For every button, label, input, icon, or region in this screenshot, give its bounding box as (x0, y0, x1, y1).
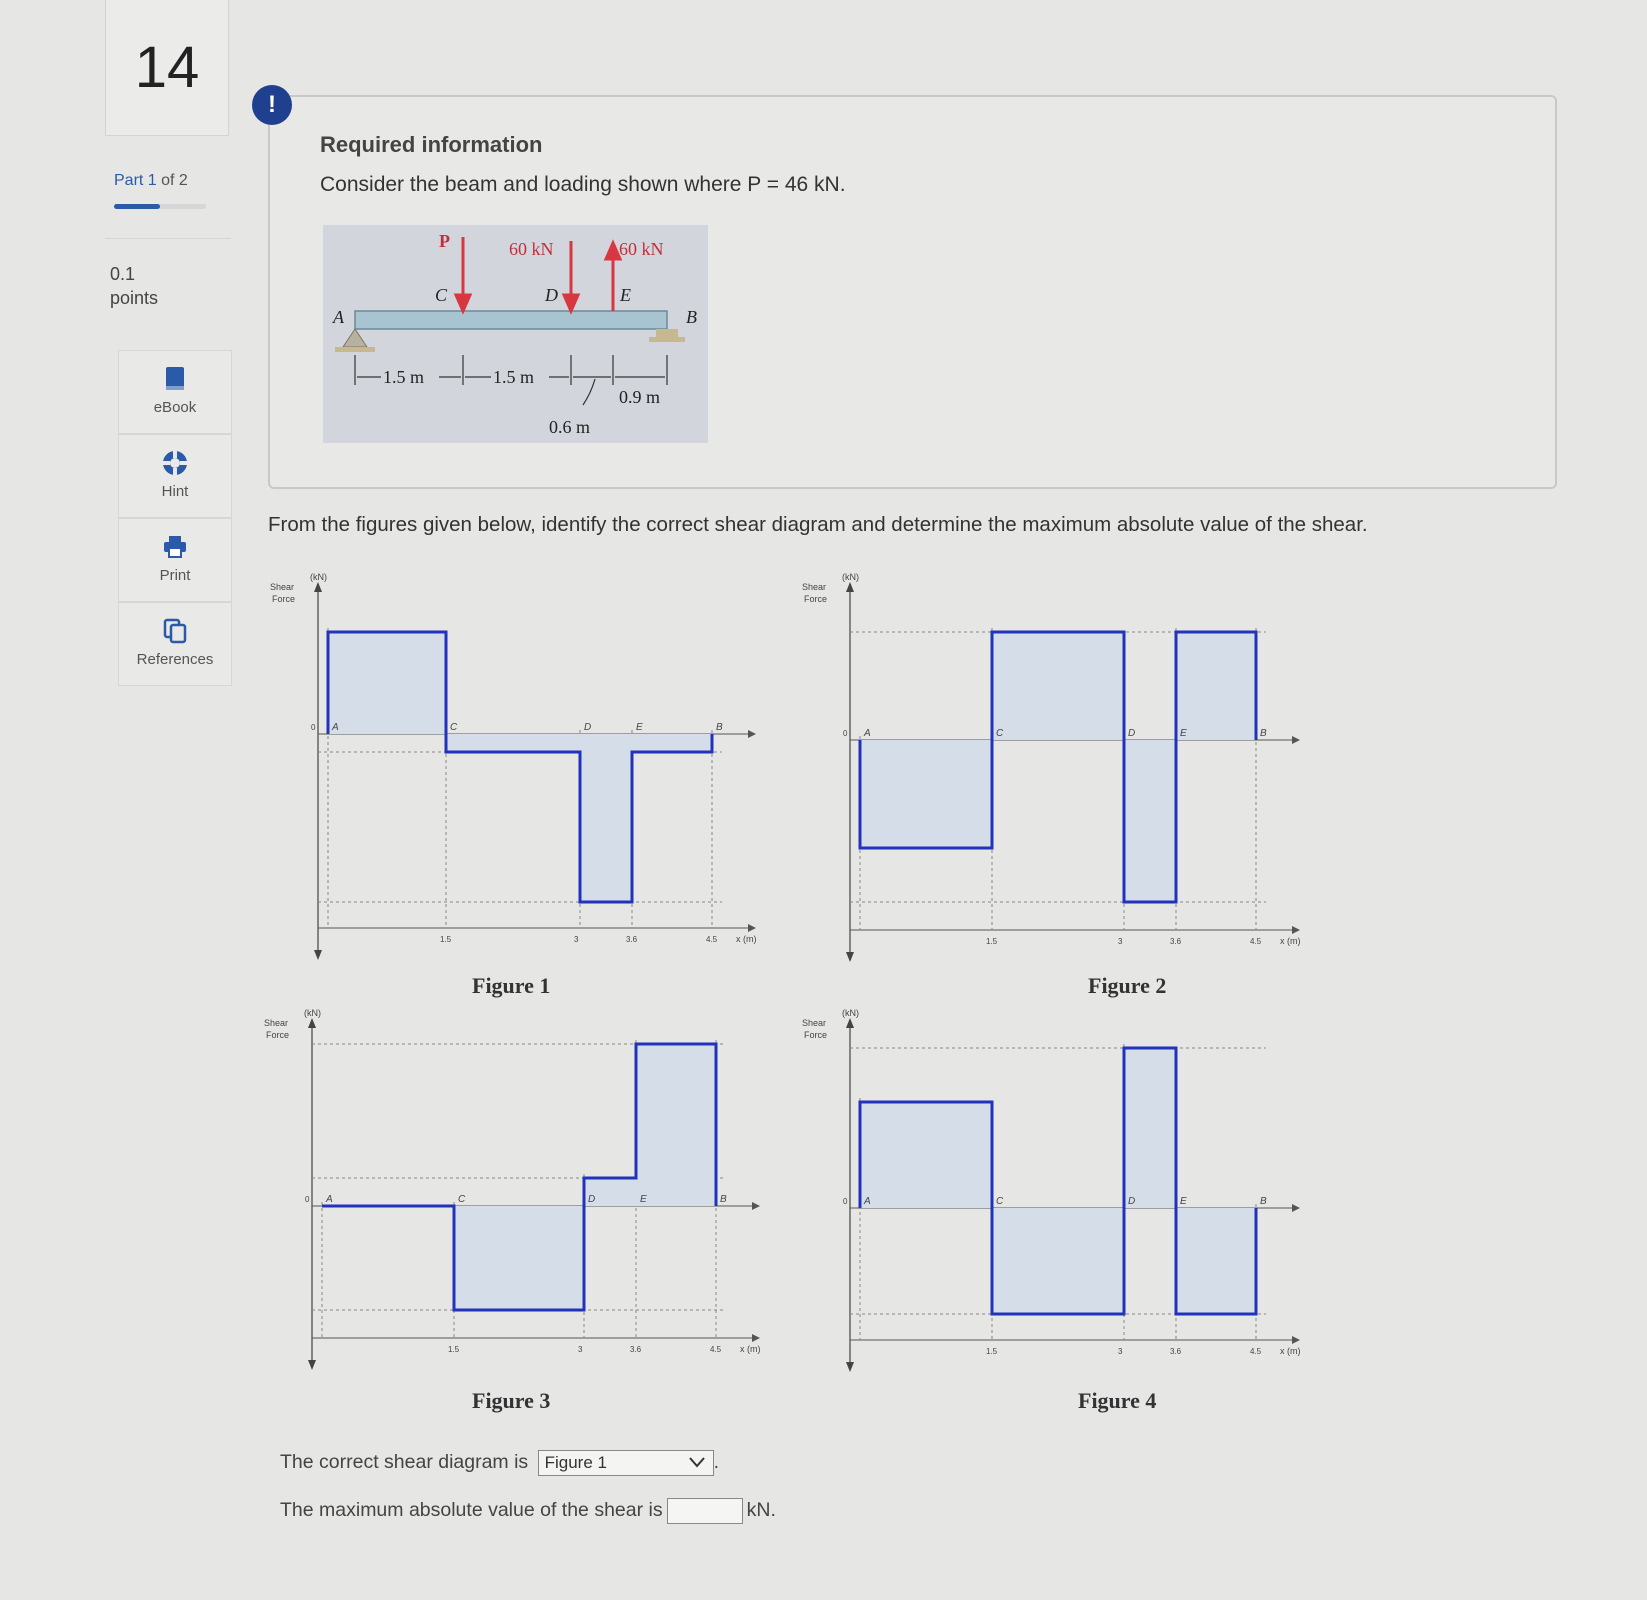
point-label: E (1180, 728, 1187, 739)
question-number: 14 (105, 0, 229, 136)
y-axis-arrowhead-bottom (314, 950, 322, 960)
label-dim-1: 1.5 m (383, 367, 425, 387)
ebook-button[interactable] (118, 350, 232, 434)
x-axis-label: x (m) (1280, 936, 1301, 946)
y-axis-unit: (kN) (842, 1008, 859, 1018)
y-axis-arrowhead-bottom (846, 952, 854, 962)
references-button[interactable] (118, 602, 232, 686)
label-point-e: E (620, 285, 631, 305)
x-axis-label: x (m) (736, 934, 757, 944)
label-dim-3: 0.6 m (549, 417, 591, 437)
roller-support-b (656, 329, 678, 337)
y-axis-unit: (kN) (842, 572, 859, 582)
print-label: Print (159, 567, 191, 584)
point-label: B (1260, 1196, 1267, 1207)
tick-label: 4.5 (706, 935, 718, 944)
origin-label: 0 (843, 729, 848, 738)
y-axis-arrowhead-bottom (846, 1362, 854, 1372)
shear-diagram-figure-1[interactable] (268, 572, 808, 972)
tick-label: 3.6 (1170, 1347, 1182, 1356)
ground-a (335, 347, 375, 352)
figure-1-caption: Figure 1 (472, 973, 551, 998)
shear-region (860, 740, 992, 848)
x-axis-arrowhead (1292, 1336, 1300, 1344)
part-total: of 2 (156, 172, 188, 189)
point-label: A (326, 1194, 333, 1205)
book-icon (161, 365, 189, 393)
required-info-text: Consider the beam and loading shown where P = 46 kN. (320, 173, 846, 196)
ground-b (649, 337, 685, 342)
origin-label: 0 (311, 723, 316, 732)
points-label: points (110, 288, 159, 308)
hint-label: Hint (161, 483, 189, 500)
zero-line-arrowhead (1292, 1204, 1300, 1212)
label-point-d: D (545, 285, 558, 305)
shear-answer-prefix: The maximum absolute value of the shear is (280, 1499, 663, 1522)
tick-label: 4.5 (1250, 1347, 1262, 1356)
beam-loading-figure (323, 225, 708, 443)
point-label: B (720, 1194, 727, 1205)
y-axis-label: Force (266, 1030, 290, 1040)
y-axis-arrowhead (846, 582, 854, 592)
shear-region (636, 1044, 716, 1206)
printer-icon (161, 533, 189, 561)
y-axis-label: Shear (264, 1018, 289, 1028)
point-label: B (716, 722, 723, 733)
point-label: C (450, 722, 458, 733)
point-label: D (1128, 728, 1136, 739)
beam (355, 311, 667, 329)
tick-label: 4.5 (1250, 937, 1262, 946)
shear-diagram-figure-2[interactable] (802, 572, 1386, 972)
shear-unit: kN. (746, 1499, 776, 1522)
point-label: D (584, 722, 592, 733)
y-axis-label: Force (272, 594, 296, 604)
shear-region (328, 632, 446, 734)
diagram-answer-suffix: . (713, 1451, 720, 1474)
shear-region (860, 1102, 992, 1208)
label-dim-4: 0.9 m (619, 387, 661, 407)
ebook-label: eBook (153, 399, 197, 416)
origin-label: 0 (305, 1195, 310, 1204)
y-axis-label: Shear (802, 1018, 827, 1028)
part-progress-fill (114, 204, 160, 209)
required-info-title: Required information (320, 132, 543, 157)
y-axis-label: Force (804, 1030, 828, 1040)
diagram-select-value: Figure 1 (544, 1453, 607, 1472)
shear-region (632, 734, 712, 752)
origin-label: 0 (843, 1197, 848, 1206)
point-label: E (636, 722, 643, 733)
label-point-b: B (686, 307, 697, 327)
sidebar-divider (105, 238, 231, 239)
x-axis-arrowhead (752, 1334, 760, 1342)
x-axis-label: x (m) (740, 1344, 761, 1354)
label-load-d: 60 kN (509, 239, 554, 259)
figure-2-caption: Figure 2 (1088, 973, 1167, 998)
y-axis-arrowhead (308, 1018, 316, 1028)
part-indicator (114, 172, 188, 190)
shear-answer-row (280, 1498, 776, 1524)
x-axis-label: x (m) (1280, 1346, 1301, 1356)
point-label: D (1128, 1196, 1136, 1207)
y-axis-unit: (kN) (310, 572, 327, 582)
hint-button[interactable] (118, 434, 232, 518)
instruction-text: From the figures given below, identify the correct shear diagram and determine the maximum absolute value of the shear. (268, 513, 1368, 536)
point-label: A (864, 728, 871, 739)
point-label: D (588, 1194, 596, 1205)
max-shear-input[interactable] (667, 1498, 743, 1524)
label-load-e: 60 kN (619, 239, 664, 259)
references-label: References (136, 651, 214, 668)
tick-label: 3 (1118, 937, 1123, 946)
y-axis-label: Force (804, 594, 828, 604)
chevron-down-icon (689, 1454, 705, 1470)
y-axis-unit: (kN) (304, 1008, 321, 1018)
zero-line-arrowhead (1292, 736, 1300, 744)
part-progress-bar (114, 204, 206, 209)
tick-label: 3.6 (1170, 937, 1182, 946)
x-axis-arrowhead (748, 924, 756, 932)
point-label: A (332, 722, 339, 733)
y-axis-arrowhead-bottom (308, 1360, 316, 1370)
point-label: C (996, 1196, 1004, 1207)
label-point-a: A (333, 307, 344, 327)
tick-label: 1.5 (448, 1345, 460, 1354)
tick-label: 1.5 (986, 937, 998, 946)
tick-label: 3.6 (630, 1345, 642, 1354)
point-label: C (996, 728, 1004, 739)
tick-label: 1.5 (986, 1347, 998, 1356)
alert-icon: ! (252, 85, 292, 125)
points-value: 0.1 (110, 264, 136, 284)
shear-region (992, 1208, 1124, 1314)
y-axis-arrowhead (314, 582, 322, 592)
diagram-answer-prefix: The correct shear diagram is (280, 1451, 529, 1474)
shear-region (580, 734, 632, 902)
figure-4-caption: Figure 4 (1078, 1388, 1157, 1413)
zero-line-arrowhead (752, 1202, 760, 1210)
shear-region (1124, 1048, 1176, 1208)
shear-region (446, 734, 580, 752)
label-dim-2: 1.5 m (493, 367, 535, 387)
figure-3-caption: Figure 3 (472, 1388, 551, 1413)
shear-region (992, 632, 1124, 740)
tick-label: 3.6 (626, 935, 638, 944)
print-button[interactable] (118, 518, 232, 602)
shear-diagram-figure-3[interactable] (264, 1008, 818, 1403)
y-axis-label: Shear (270, 582, 295, 592)
copy-icon (161, 617, 189, 645)
y-axis-arrowhead (846, 1018, 854, 1028)
point-label: A (864, 1196, 871, 1207)
point-label: B (1260, 728, 1267, 739)
tick-label: 3 (1118, 1347, 1123, 1356)
tick-label: 1.5 (440, 935, 452, 944)
shear-region (1176, 632, 1256, 740)
point-label: C (458, 1194, 466, 1205)
diagram-select[interactable] (538, 1450, 714, 1476)
points-display (110, 262, 158, 310)
y-axis-label: Shear (802, 582, 827, 592)
x-axis-arrowhead (1292, 926, 1300, 934)
diagram-answer-row (280, 1450, 719, 1476)
shear-region (454, 1206, 584, 1310)
tick-label: 3 (578, 1345, 583, 1354)
shear-region (1124, 740, 1176, 902)
lifebuoy-icon (161, 449, 189, 477)
point-label: E (1180, 1196, 1187, 1207)
part-current: Part 1 (114, 172, 157, 189)
zero-line-arrowhead (748, 730, 756, 738)
shear-region (1176, 1208, 1256, 1314)
label-point-c: C (435, 285, 448, 305)
tick-label: 3 (574, 935, 579, 944)
label-p: P (439, 231, 450, 251)
shear-diagram-figure-4[interactable] (802, 1008, 1386, 1403)
tick-label: 4.5 (710, 1345, 722, 1354)
point-label: E (640, 1194, 647, 1205)
